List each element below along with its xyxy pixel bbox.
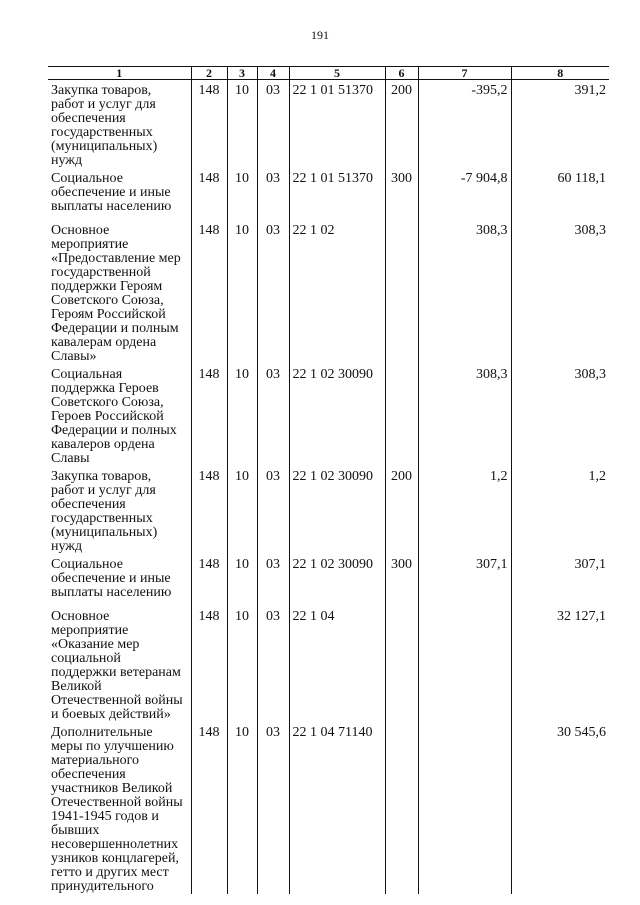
subsection-code: 03 (257, 220, 289, 364)
ministry-code: 148 (191, 466, 227, 554)
ministry-code: 148 (191, 220, 227, 364)
total-amount: 32 127,1 (511, 606, 609, 722)
ministry-code: 148 (191, 554, 227, 606)
column-header-3: 3 (227, 67, 257, 80)
total-amount: 30 545,6 (511, 722, 609, 894)
target-article-code: 22 1 02 (289, 220, 385, 364)
column-header-2: 2 (191, 67, 227, 80)
target-article-code: 22 1 01 51370 (289, 80, 385, 169)
table-row (48, 722, 609, 894)
total-amount: 391,2 (511, 80, 609, 169)
ministry-code: 148 (191, 80, 227, 169)
table-row (48, 466, 609, 554)
target-article-code: 22 1 04 (289, 606, 385, 722)
expense-kind-code: 200 (385, 466, 418, 554)
change-amount (418, 606, 511, 722)
expense-kind-code (385, 364, 418, 466)
section-code: 10 (227, 606, 257, 722)
section-code: 10 (227, 220, 257, 364)
ministry-code: 148 (191, 606, 227, 722)
expense-kind-code: 300 (385, 554, 418, 606)
expense-kind-code (385, 220, 418, 364)
expense-name: Социальная поддержка Героев Советского Союза, Героев Российской Федерации и полных кавалеров ордена Славы (48, 364, 191, 466)
column-header-1: 1 (48, 67, 191, 80)
table-row (48, 168, 609, 220)
subsection-code: 03 (257, 466, 289, 554)
subsection-code: 03 (257, 168, 289, 220)
change-amount: 308,3 (418, 364, 511, 466)
total-amount: 1,2 (511, 466, 609, 554)
table-row (48, 364, 609, 466)
expense-kind-code (385, 606, 418, 722)
budget-table (48, 66, 609, 894)
target-article-code: 22 1 02 30090 (289, 466, 385, 554)
ministry-code: 148 (191, 722, 227, 894)
page-number: 191 (311, 28, 329, 42)
change-amount (418, 722, 511, 894)
target-article-code: 22 1 04 71140 (289, 722, 385, 894)
total-amount: 307,1 (511, 554, 609, 606)
expense-name: Основное мероприятие «Предоставление мер государственной поддержки Героям Советского Союза, Героям Российской Федерации и полным кавалерам ордена Славы» (48, 220, 191, 364)
change-amount: 1,2 (418, 466, 511, 554)
expense-name: Социальное обеспечение и иные выплаты населению (48, 168, 191, 220)
change-amount: 307,1 (418, 554, 511, 606)
ministry-code: 148 (191, 364, 227, 466)
change-amount: -7 904,8 (418, 168, 511, 220)
table-row (48, 80, 609, 169)
expense-name: Закупка товаров, работ и услуг для обеспечения государственных (муниципальных) нужд (48, 80, 191, 169)
column-header-8: 8 (511, 67, 609, 80)
expense-name: Закупка товаров, работ и услуг для обеспечения государственных (муниципальных) нужд (48, 466, 191, 554)
target-article-code: 22 1 02 30090 (289, 554, 385, 606)
target-article-code: 22 1 02 30090 (289, 364, 385, 466)
table-row (48, 554, 609, 606)
column-header-5: 5 (289, 67, 385, 80)
target-article-code: 22 1 01 51370 (289, 168, 385, 220)
change-amount: 308,3 (418, 220, 511, 364)
section-code: 10 (227, 466, 257, 554)
table-row (48, 606, 609, 722)
total-amount: 308,3 (511, 364, 609, 466)
expense-kind-code (385, 722, 418, 894)
ministry-code: 148 (191, 168, 227, 220)
total-amount: 308,3 (511, 220, 609, 364)
subsection-code: 03 (257, 364, 289, 466)
total-amount: 60 118,1 (511, 168, 609, 220)
section-code: 10 (227, 364, 257, 466)
expense-name: Основное мероприятие «Оказание мер социальной поддержки ветеранам Великой Отечественной войны и боевых действий» (48, 606, 191, 722)
section-code: 10 (227, 80, 257, 169)
expense-name: Социальное обеспечение и иные выплаты населению (48, 554, 191, 606)
column-header-4: 4 (257, 67, 289, 80)
expense-name: Дополнительные меры по улучшению материального обеспечения участников Великой Отечественной войны 1941-1945 годов и бывших несовершеннолетних узников концлагерей, гетто и других мест принудительного (48, 722, 191, 894)
expense-kind-code: 300 (385, 168, 418, 220)
section-code: 10 (227, 722, 257, 894)
subsection-code: 03 (257, 554, 289, 606)
header-row (48, 67, 609, 80)
subsection-code: 03 (257, 722, 289, 894)
table-row (48, 220, 609, 364)
expense-kind-code: 200 (385, 80, 418, 169)
section-code: 10 (227, 554, 257, 606)
column-header-6: 6 (385, 67, 418, 80)
subsection-code: 03 (257, 80, 289, 169)
subsection-code: 03 (257, 606, 289, 722)
column-header-7: 7 (418, 67, 511, 80)
section-code: 10 (227, 168, 257, 220)
change-amount: -395,2 (418, 80, 511, 169)
